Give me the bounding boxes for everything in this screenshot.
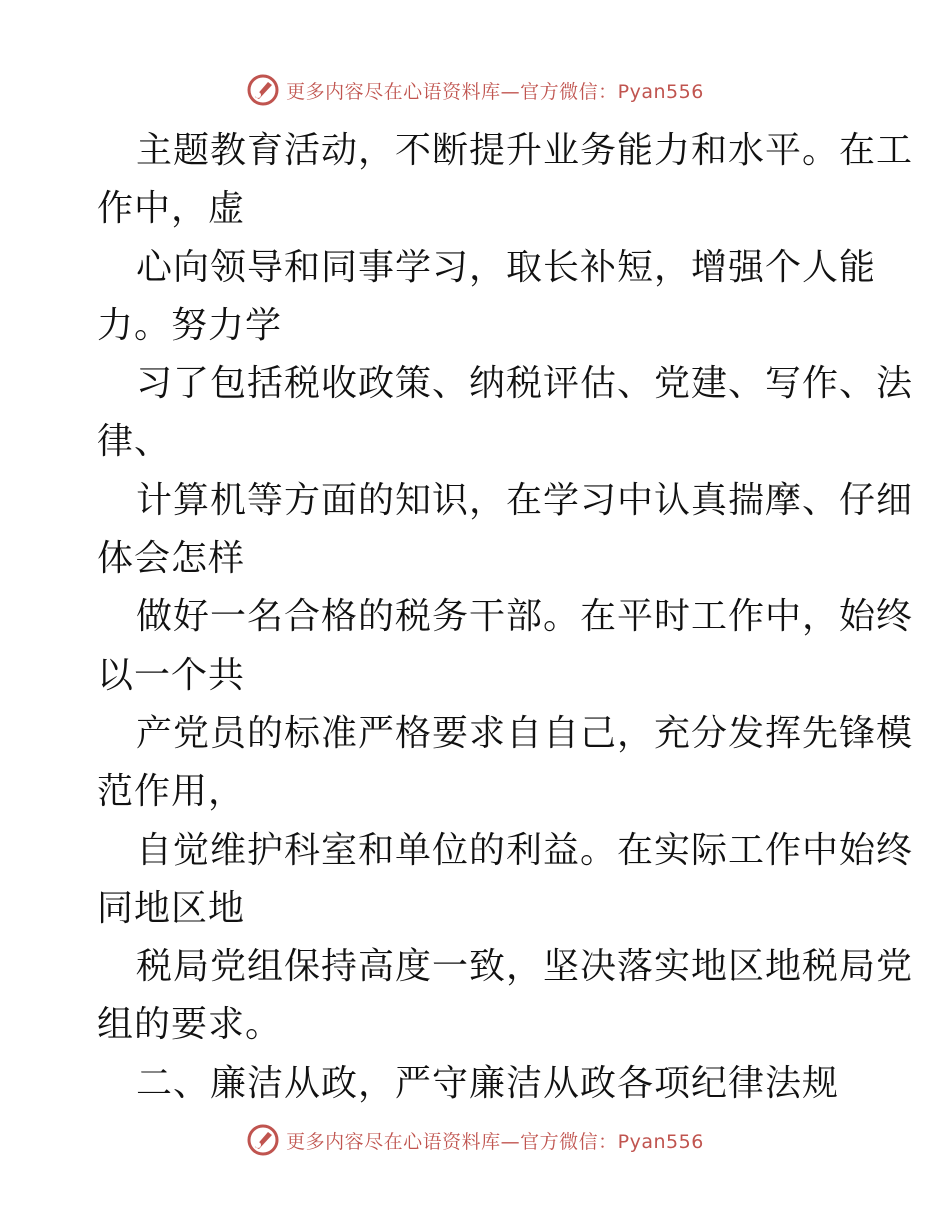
text-line: 作中，虚 [97, 188, 246, 230]
text-line: 习了包括税收政策、纳税评估、党建、写作、法 [136, 363, 914, 405]
text-line: 以一个共 [97, 654, 246, 696]
section-heading: 二、廉洁从政，严守廉洁从政各项纪律法规 [136, 1062, 840, 1104]
text-line: 税局党组保持高度一致，坚决落实地区地税局党 [136, 946, 914, 988]
header-banner-text: 更多内容尽在心语资料库—官方微信：Pyan556 [286, 80, 704, 103]
text-line: 组的要求。 [97, 1004, 283, 1046]
text-line: 做好一名合格的税务干部。在平时工作中，始终 [136, 596, 914, 638]
text-line: 律、 [97, 421, 172, 463]
brand-logo-icon [246, 1123, 280, 1157]
text-line: 主题教育活动，不断提升业务能力和水平。在工 [136, 130, 914, 171]
text-line: 体会怎样 [97, 538, 246, 580]
text-line: 计算机等方面的知识，在学习中认真揣摩、仔细 [136, 479, 914, 521]
text-line: 自觉维护科室和单位的利益。在实际工作中始终 [136, 829, 914, 871]
text-line: 产党员的标准严格要求自自己，充分发挥先锋模 [136, 712, 914, 754]
text-line: 同地区地 [97, 887, 246, 929]
footer-banner-text: 更多内容尽在心语资料库—官方微信：Pyan556 [286, 1130, 704, 1153]
text-line: 力。努力学 [97, 304, 283, 346]
brand-logo-icon [246, 73, 280, 107]
text-line: 范作用， [97, 771, 246, 813]
footer-banner [0, 1120, 950, 1160]
document-body [97, 122, 914, 1113]
header-banner [0, 70, 950, 110]
text-line: 心向领导和同事学习，取长补短，增强个人能 [136, 246, 877, 288]
